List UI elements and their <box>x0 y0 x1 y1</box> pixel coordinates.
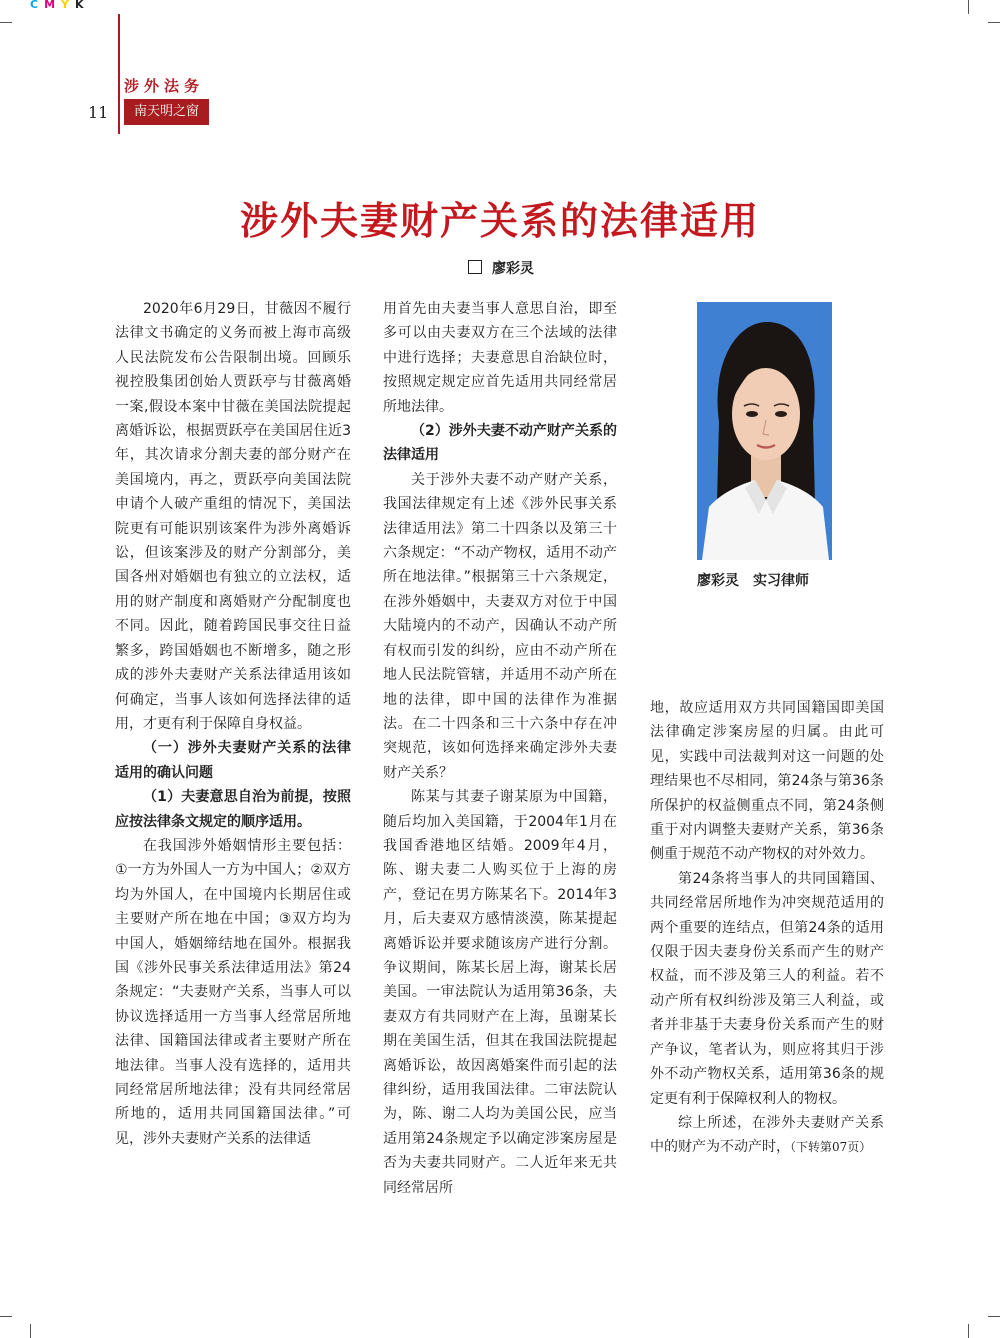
paragraph <box>383 297 617 419</box>
section-title: 涉外法务 <box>124 77 205 95</box>
crop-mark <box>968 1324 969 1338</box>
header-divider <box>118 14 120 134</box>
paragraph-text: 综上所述，在涉外夫妻财产关系中的财产为不动产时， <box>650 1114 884 1156</box>
text-column-1 <box>115 297 351 1151</box>
paragraph <box>383 785 617 1200</box>
column-tag: 南天明之窗 <box>124 99 209 125</box>
section-heading <box>383 419 617 468</box>
cmyk-registration <box>30 0 90 11</box>
text-column-3 <box>650 696 884 1160</box>
page-number: 11 <box>88 103 109 122</box>
paragraph-text: 第24条将当事人的共同国籍国、共同经常居所地作为冲突规范适用的两个重要的连结点，但第24条的适用仅限于因夫妻身份关系而产生的财产权益，而不涉及第三人的利益。若不动产所有权纠纷涉及第三人利益，或者并非基于夫妻身份关系而产生的财产争议，笔者认为，则应将其归于涉外不动产物权关系，适用第36条的规定更有利于保障权利人的物权。 <box>650 870 884 1107</box>
paragraph <box>650 867 884 1111</box>
cmyk-k: K <box>75 0 90 11</box>
paragraph <box>650 1111 884 1160</box>
cmyk-c: C <box>30 0 45 11</box>
portrait-image <box>697 302 832 560</box>
crop-mark <box>988 1316 1000 1317</box>
author-photo <box>697 302 832 560</box>
paragraph <box>650 696 884 867</box>
continuation-note: （下转第07页） <box>790 1140 872 1155</box>
paragraph-text: （2）涉外夫妻不动产财产关系的法律适用 <box>383 423 617 464</box>
paragraph <box>115 297 351 736</box>
paragraph-text: 在我国涉外婚姻情形主要包括：①一方为外国人一方为中国人；②双方均为外国人，在中国境内长期居住或主要财产所在地在中国；③双方均为中国人，婚姻缔结地在国外。根据我国《涉外民事关系法律适用法》第24条规定：“夫妻财产关系，当事人可以协议选择适用一方当事人经常居所地法律、国籍国法律或者主要财产所在地法律。当事人没有选择的，适用共同经常居所地法律；没有共同经常居所地的，适用共同国籍国法律。”可见，涉外夫妻财产关系的法律适 <box>115 837 351 1147</box>
crop-mark <box>968 0 969 14</box>
photo-caption: 廖彩灵 实习律师 <box>697 573 809 589</box>
paragraph <box>115 834 351 1151</box>
crop-mark <box>988 22 1000 23</box>
paragraph-text: 用首先由夫妻当事人意思自治，即至多可以由夫妻双方在三个法域的法律中进行选择；夫妻意思自治缺位时，按照规定规定应首先适用共同经常居所地法律。 <box>383 301 617 415</box>
paragraph-text: （1）夫妻意思自治为前提，按照应按法律条文规定的顺序适用。 <box>115 789 351 830</box>
square-bullet-icon <box>468 260 482 274</box>
crop-mark <box>30 1324 31 1338</box>
author-line <box>468 258 534 278</box>
cmyk-m: M <box>44 0 62 11</box>
crop-mark <box>0 22 12 23</box>
section-heading <box>115 785 351 834</box>
article-title: 涉外夫妻财产关系的法律适用 <box>239 199 760 243</box>
cmyk-y: Y <box>61 0 75 11</box>
crop-mark <box>0 1316 12 1317</box>
author-name: 廖彩灵 <box>492 261 534 277</box>
paragraph-text: （一）涉外夫妻财产关系的法律适用的确认问题 <box>115 740 351 781</box>
section-heading <box>115 736 351 785</box>
paragraph-text: 关于涉外夫妻不动产财产关系，我国法律规定有上述《涉外民事关系法律适用法》第二十四条以及第三十六条规定：“不动产物权，适用不动产所在地法律。”根据第三十六条规定，在涉外婚姻中，夫妻双方对位于中国大陆境内的不动产，因确认不动产所有权而引发的纠纷，应由不动产所在地人民法院管辖，并适用不动产所在地的法律，即中国的法律作为准据法。在二十四条和三十六条中存在冲突规范，该如何选择来确定涉外夫妻财产关系？ <box>383 471 617 781</box>
paragraph-text: 地，故应适用双方共同国籍国即美国法律确定涉案房屋的归属。由此可见，实践中司法裁判对这一问题的处理结果也不尽相同，第24条与第36条所保护的权益侧重点不同，第24条侧重于对内调整夫妻财产关系，第36条侧重于规范不动产物权的对外效力。 <box>650 700 884 863</box>
paragraph <box>383 468 617 785</box>
paragraph-text: 2020年6月29日，甘薇因不履行法律文书确定的义务而被上海市高级人民法院发布公告限制出境。回顾乐视控股集团创始人贾跃亭与甘薇离婚一案,假设本案中甘薇在美国法院提起离婚诉讼，根据贾跃亭在美国居住近3年，其次请求分割夫妻的部分财产在美国境内，再之，贾跃亭向美国法院申请个人破产重组的情况下，美国法院更有可能识别该案件为涉外离婚诉讼，但该案涉及的财产分割部分，美国各州对婚姻也有独立的立法权，适用的财产制度和离婚财产分配制度也不同。因此，随着跨国民事交往日益繁多，跨国婚姻也不断增多，随之形成的涉外夫妻财产关系法律适用该如何确定，当事人该如何选择法律的适用，才更有利于保障自身权益。 <box>115 301 351 732</box>
text-column-2 <box>383 297 617 1200</box>
paragraph-text: 陈某与其妻子谢某原为中国籍，随后均加入美国籍，于2004年1月在我国香港地区结婚。2009年4月，陈、谢夫妻二人购买位于上海的房产，登记在男方陈某名下。2014年3月，后夫妻双方感情淡漠，陈某提起离婚诉讼并要求随该房产进行分割。争议期间，陈某长居上海，谢某长居美国。一审法院认为适用第36条，夫妻双方有共同财产在上海，虽谢某长期在美国生活，但其在我国法院提起离婚诉讼，故因离婚案件而引起的法律纠纷，适用我国法律。二审法院认为，陈、谢二人均为美国公民，应当适用第24条规定予以确定涉案房屋是否为夫妻共同财产。二人近年来无共同经常居所 <box>383 789 617 1196</box>
